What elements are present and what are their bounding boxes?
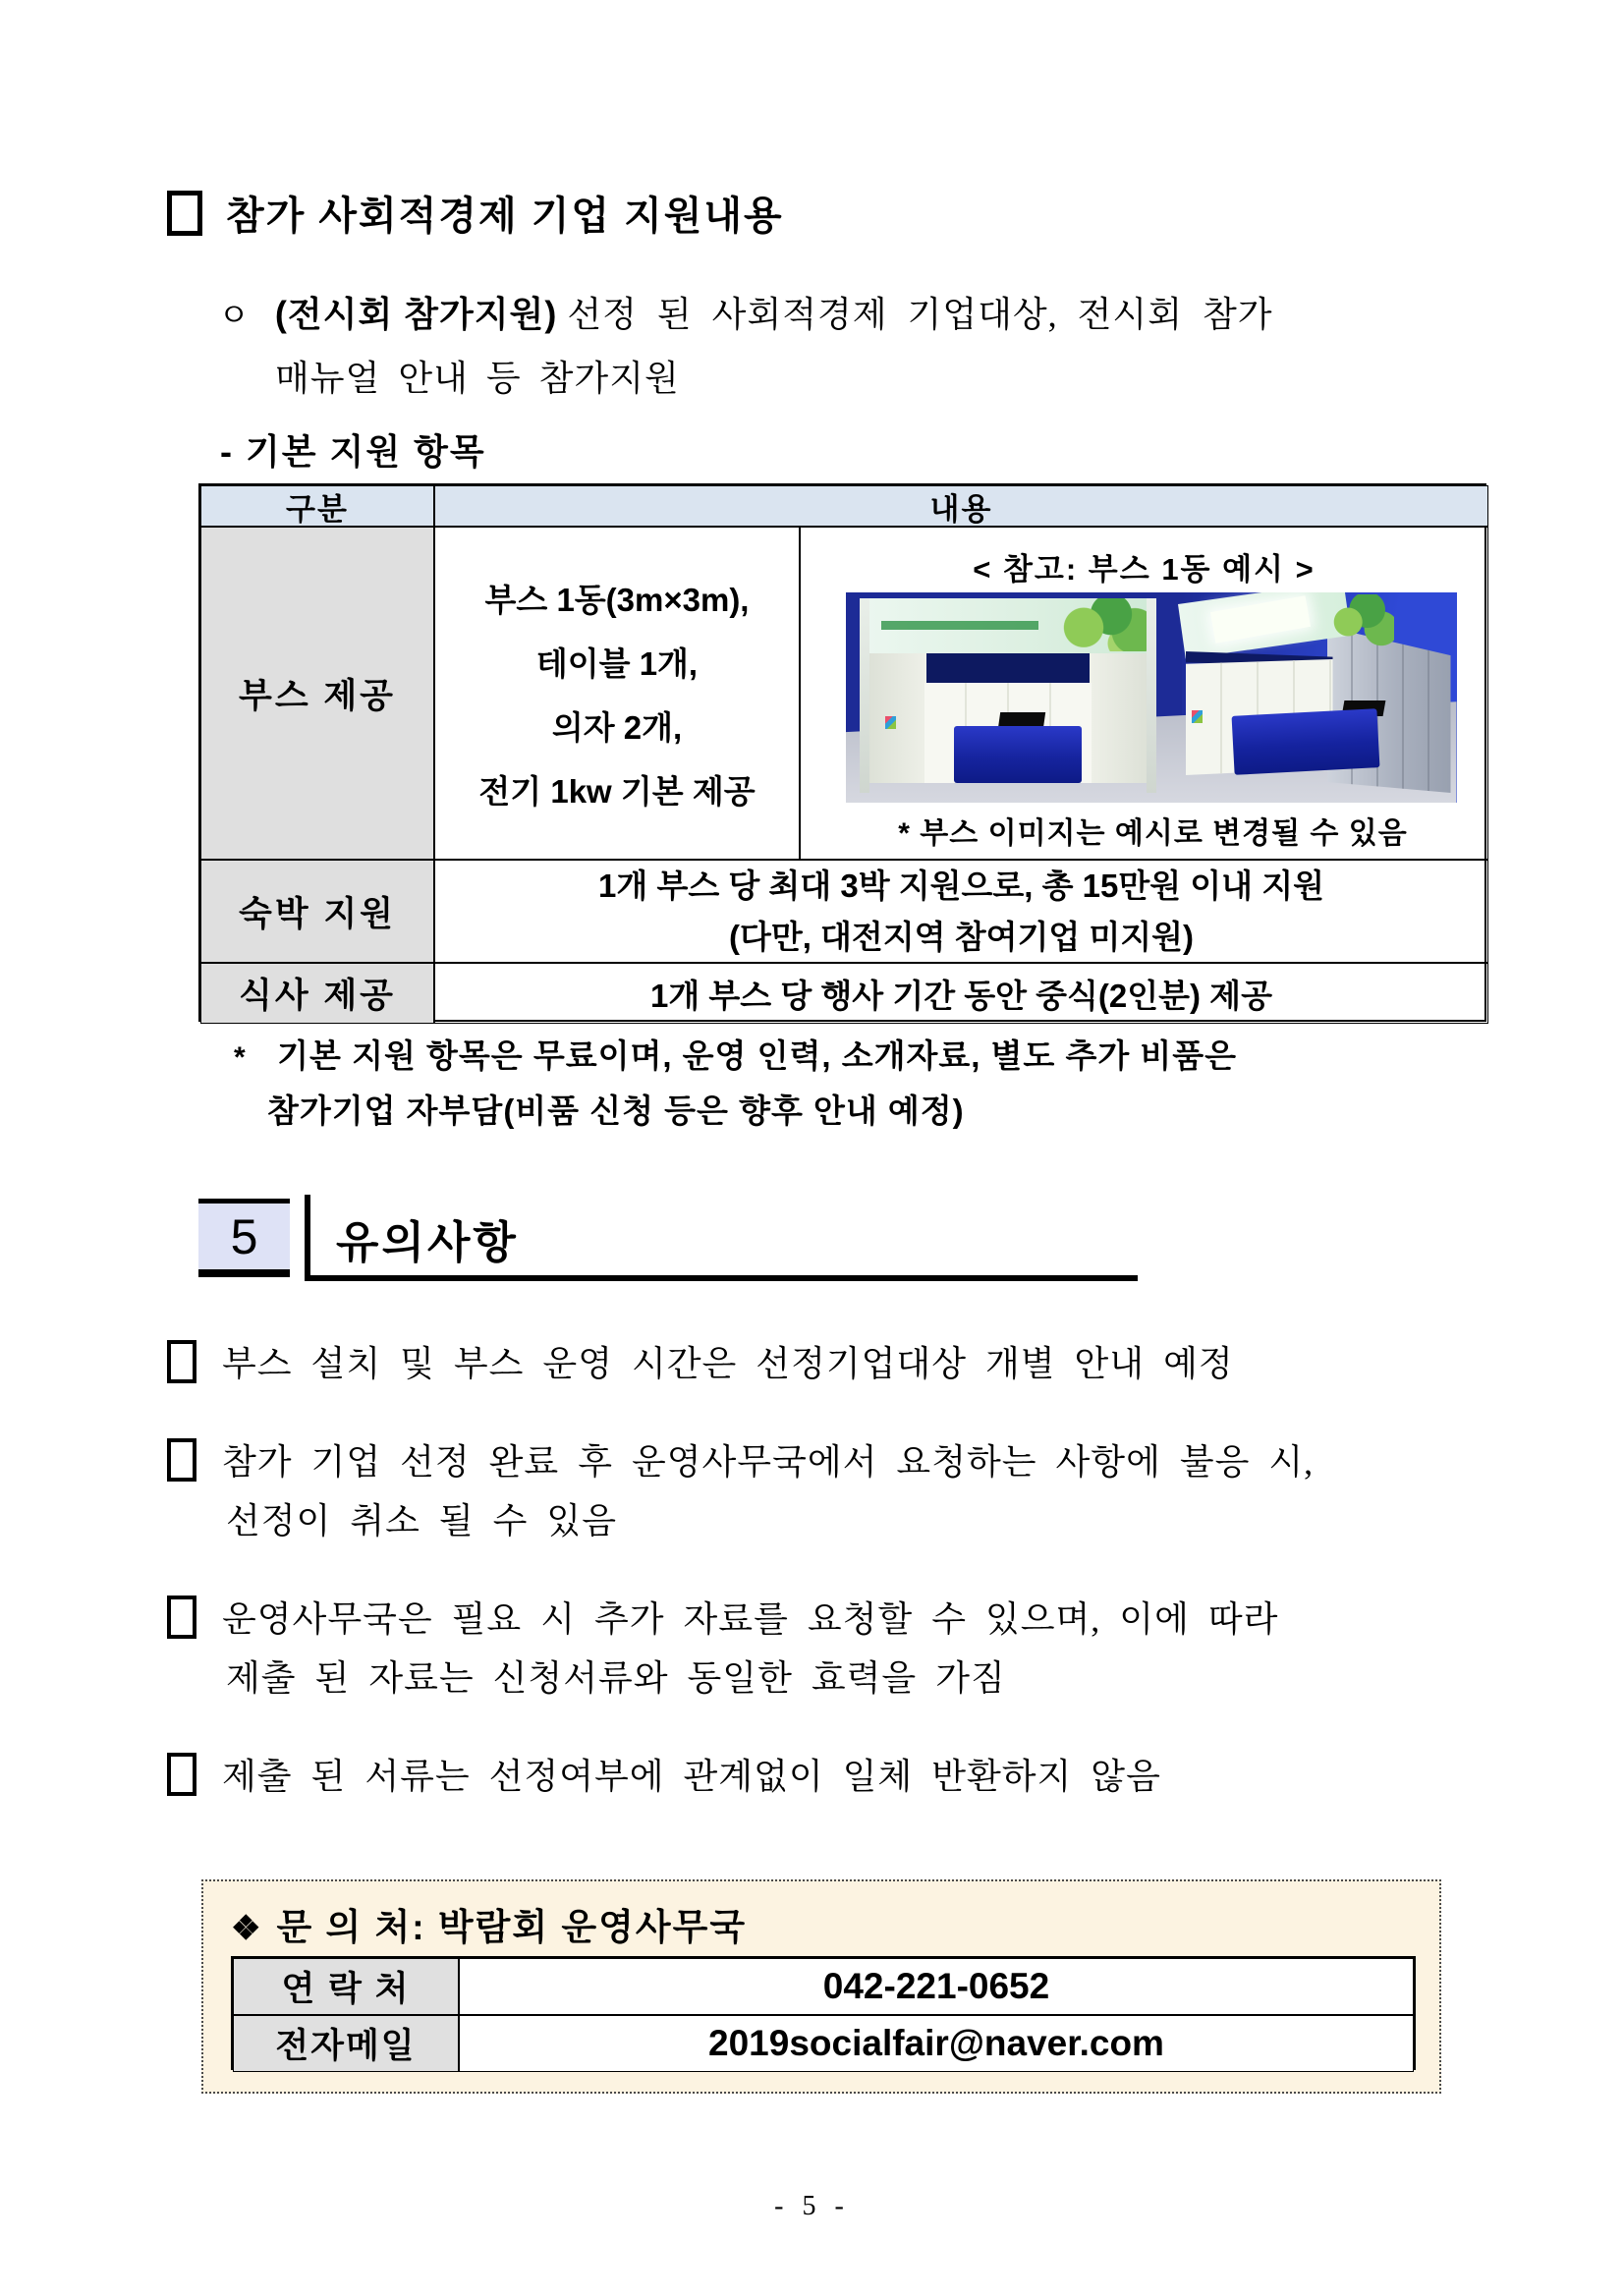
contact-title [231,1897,747,1950]
booth-photo-left [860,598,1156,793]
contact-label-email: 전자메일 [233,2015,459,2072]
contact-table [231,1956,1416,2070]
col-header-content: 내용 [434,485,1488,527]
notice-item [167,1747,1484,1806]
circle-bullet-icon: ㅇ [218,297,250,333]
booth-item: 전기 1kw 기본 제공 [478,772,756,810]
square-bullet-icon [167,1753,196,1796]
page-number: - 5 - [774,2191,850,2221]
heading-support-content [167,185,784,241]
notice-text: 참가 기업 선정 완료 후 운영사무국에서 요청하는 사항에 불응 시, [222,1442,1315,1482]
row-label-meal: 식사 제공 [200,963,434,1024]
booth-logo-sticker [885,716,896,729]
intro-line-1 [218,283,1476,347]
square-bullet-icon [167,1340,196,1383]
intro-bold-tag: (전시회 참가지원) [274,294,558,334]
section-title: 유의사항 [336,1217,519,1267]
notice-text: 운영사무국은 필요 시 추가 자료를 요청할 수 있으며, 이에 따라 [222,1599,1279,1639]
contact-email-value: 2019socialfair@naver.com [459,2015,1414,2072]
row-label-booth: 부스 제공 [200,527,434,860]
booth-item: 의자 2개, [551,708,683,746]
notice-item [167,1590,1484,1708]
section-divider-vertical [305,1195,310,1281]
contact-label-phone: 연 락 처 [233,1958,459,2015]
section-underline [305,1275,1138,1281]
booth-left-banner [860,598,1156,653]
contact-title-text: 문 의 처: 박람회 운영사무국 [276,1907,748,1947]
square-bullet-icon [167,191,202,236]
lodging-content-cell [434,860,1488,963]
notice-line-2: 선정이 취소 될 수 있음 [226,1501,617,1540]
booth-right-table [1231,708,1379,775]
intro-line-2: 매뉴얼 안내 등 참가지원 [275,359,680,398]
footnote-line-1 [234,1030,1482,1085]
notice-item [167,1334,1484,1393]
booth-left-table [954,726,1082,783]
booth-image-caption: < 참고: 부스 1동 예시 > [973,552,1316,587]
booth-right-foliage [1323,594,1394,649]
contact-phone-value: 042-221-0652 [459,1958,1414,2015]
notice-text: 부스 설치 및 부스 운영 시간은 선정기업대상 개별 안내 예정 [222,1344,1234,1383]
booth-item: 부스 1동(3m×3m), [484,581,750,618]
section-number-box: 5 [198,1199,290,1277]
notice-line-1 [167,1432,1484,1491]
notice-item [167,1432,1484,1550]
heading-text: 참가 사회적경제 기업 지원내용 [226,195,784,238]
support-table [198,483,1486,1022]
lodging-line-2: (다만, 대전지역 참여기업 미지원) [728,918,1195,955]
notice-line-2: 제출 된 자료는 신청서류와 동일한 효력을 가짐 [226,1658,1006,1698]
booth-left-post [1147,598,1156,793]
booth-left-sidewall [1090,653,1147,783]
asterisk-icon: * [234,1041,247,1074]
contact-box [201,1879,1441,2094]
notice-line-1 [167,1590,1484,1649]
booth-image-note: * 부스 이미지는 예시로 변경될 수 있음 [898,817,1408,850]
diamond-bullet-icon: ❖ [231,1910,263,1947]
notice-text: 제출 된 서류는 선정여부에 관계없이 일체 반환하지 않음 [222,1757,1161,1796]
square-bullet-icon [167,1596,196,1639]
booth-image-cell [800,527,1488,860]
lodging-line-1: 1개 부스 당 최대 3박 지원으로, 총 15만원 이내 지원 [598,867,1324,904]
booth-left-post [860,598,869,793]
booth-photo-right [1178,594,1451,797]
footnote-line-2: 참가기업 자부담(비품 신청 등은 향후 안내 예정) [267,1092,965,1129]
subheading-basic-support: - 기본 지원 항목 [220,431,486,472]
booth-item: 테이블 1개, [535,644,699,682]
square-bullet-icon [167,1438,196,1482]
row-label-lodging: 숙박 지원 [200,860,434,963]
booth-example-image [846,592,1457,803]
table-footnote [234,1030,1482,1138]
booth-logo-sticker [1192,710,1203,723]
booth-items-cell [434,527,800,860]
intro-line1-text: 선정 된 사회적경제 기업대상, 전시회 참가 [567,295,1273,334]
booth-left-sidewall [869,653,926,783]
meal-content-cell: 1개 부스 당 행사 기간 동안 중식(2인분) 제공 [434,963,1488,1024]
intro-paragraph [218,283,1476,410]
footnote-line1-text: 기본 지원 항목은 무료이며, 운영 인력, 소개자료, 별도 추가 비품은 [277,1037,1238,1074]
col-header-category: 구분 [200,485,434,527]
